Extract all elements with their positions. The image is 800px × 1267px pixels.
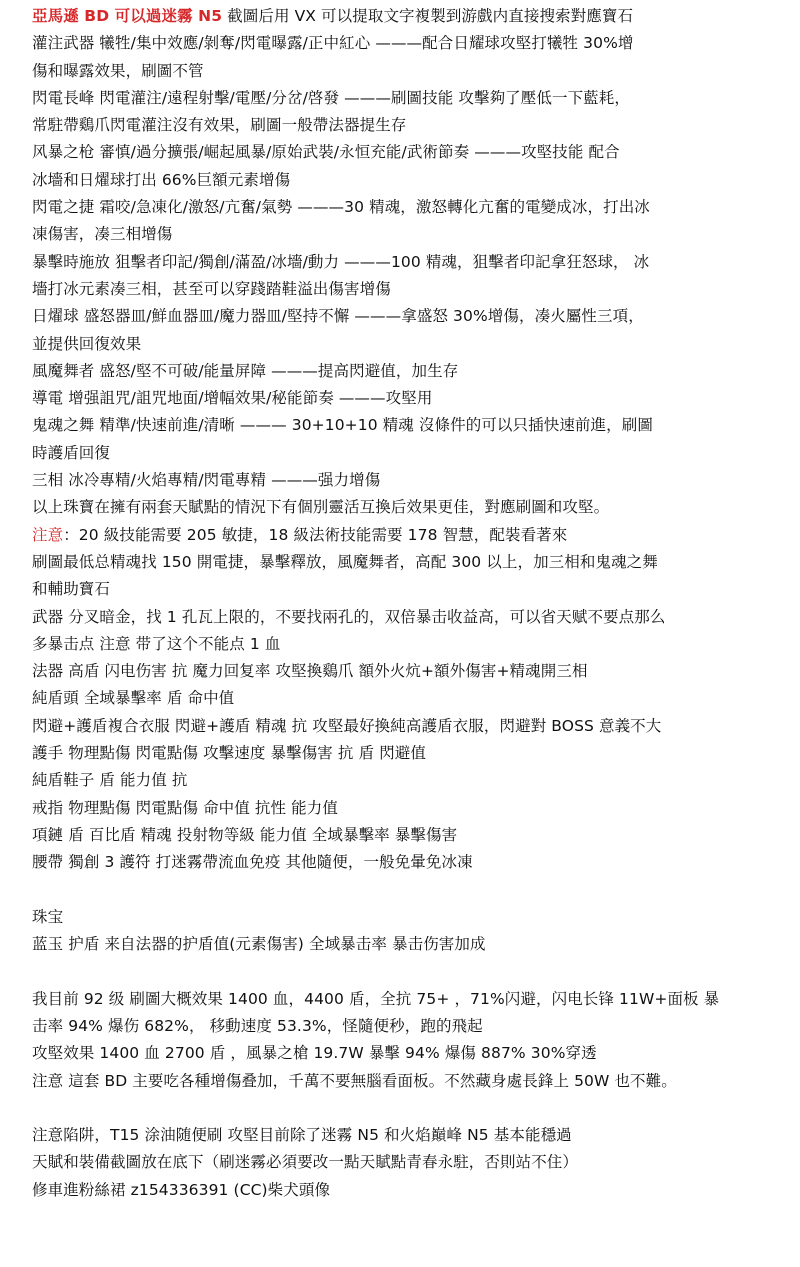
text-line: 法器 高盾 闪电伤害 抗 魔力回复率 攻堅換鷄爪 額外火炕+額外傷害+精魂開三相 [32,662,588,681]
text-line: 導電 增强詛咒/詛咒地面/增幅效果/秘能節奏 ———攻堅用 [32,389,433,408]
note-line [32,522,794,549]
text-line: 常駐帶鷄爪閃電灌注沒有效果，刷圖一般帶法器提生存 [32,116,407,135]
text-line: 修車進粉絲裙 z154336391 (CC)柴犬頭像 [32,1180,331,1199]
text-line: 閃電之捷 霜咬/急凍化/激怒/亢奮/氣勢 ———30 精魂，激怒轉化亢奮的電變成冰，打出冰 [32,198,650,217]
text-line: 腰帶 獨創 3 護符 打迷霧帶流血免疫 其他隨便，一般免暈免冰凍 [32,853,473,872]
text-line: 純盾頭 全域暴擊率 盾 命中值 [32,689,235,708]
text-line: 凍傷害，凑三相增傷 [32,225,173,244]
text-line: 日燿球 盛怒器皿/鮮血器皿/魔力器皿/堅持不懈 ———拿盛怒 30%增傷，凑火屬性三項， [32,307,644,326]
blank-line [32,1095,794,1122]
text-line: 注意陷阱，T15 涂油随便刷 攻堅目前除了迷霧 N5 和火焰巔峰 N5 基本能穩過 [32,1126,572,1145]
text-line: 蓝玉 护盾 来自法器的护盾值(元素傷害) 全域暴击率 暴击伤害加成 [32,935,486,954]
text-line: 並提供回復效果 [32,334,142,353]
text-line: 风暴之枪 審慎/過分擴張/崛起風暴/原始武裝/永恒充能/武術節奏 ———攻堅技能 配合 [32,143,620,162]
text-line: 傷和曝露效果，刷圖不管 [32,61,204,80]
text-line: 击率 94% 爆伤 682%， 移動速度 53.3%，怪隨便秒，跑的飛起 [32,1016,483,1035]
text-line: 風魔舞者 盛怒/堅不可破/能量屏障 ———提高閃避值，加生存 [32,361,459,380]
text-line: 和輔助寶石 [32,580,111,599]
text-line: 墻打冰元素凑三相，甚至可以穿踐踏鞋溢出傷害增傷 [32,279,391,298]
note-text: ：20 級技能需要 205 敏捷，18 級法術技能需要 178 智慧，配裝看著來 [63,525,568,544]
note-label: 注意 [32,525,64,544]
text-line: 以上珠寶在擁有兩套天賦點的情況下有個別靈活互換后效果更佳，對應刷圖和攻堅。 [32,498,610,517]
text-line: 項鏈 盾 百比盾 精魂 投射物等級 能力值 全域暴擊率 暴擊傷害 [32,825,458,844]
text-line: 閃電長峰 閃電灌注/遠程射擊/電壓/分岔/啓發 ———刷圖技能 攻擊夠了壓低一下藍耗， [32,88,630,107]
text-line: 我目前 92 级 刷圖大概效果 1400 血，4400 盾，全抗 75+ ，71%闪避，闪电长锋 11W+面板 暴 [32,989,720,1008]
text-line: 灌注武器 犧牲/集中效應/剝奪/閃電曝露/正中紅心 ———配合日耀球攻堅打犧牲 30%增 [32,34,634,53]
text-line: 閃避+護盾複合衣服 閃避+護盾 精魂 抗 攻堅最好換純高護盾衣服，閃避對 BOSS 意義不大 [32,716,662,735]
title-note: 截圖后用 VX 可以提取文字複製到游戲内直接搜索對應寶石 [222,7,634,25]
text-line: 天賦和裝備截圖放在底下（刷迷霧必須要改一點天賦點青春永駐，否則站不住） [32,1153,579,1172]
doc-title: 亞馬遜 BD 可以過迷霧 N5 [32,7,223,25]
text-line: 時護盾回復 [32,443,111,462]
title-line [32,3,794,30]
text-line: 攻堅效果 1400 血 2700 盾 ，風暴之槍 19.7W 暴擊 94% 爆傷 887% 30%穿透 [32,1044,597,1063]
text-line: 冰墻和日燿球打出 66%巨額元素增傷 [32,170,291,189]
text-line: 鬼魂之舞 精準/快速前進/清晰 ——— 30+10+10 精魂 沒條件的可以只插快速前進，刷圖 [32,416,653,435]
text-line: 純盾鞋子 盾 能力值 抗 [32,771,188,790]
text-line: 三相 冰冷專精/火焰專精/閃電專精 ———强力增傷 [32,471,381,490]
text-line: 注意 這套 BD 主要吃各種增傷叠加，千萬不要無腦看面板。不然藏身處長鋒上 50W 也不難。 [32,1071,677,1090]
blank-line [32,877,794,904]
text-line: 戒指 物理點傷 閃電點傷 命中值 抗性 能力值 [32,798,338,817]
text-line: 多暴击点 注意 带了这个不能点 1 血 [32,634,281,653]
text-line: 暴擊時施放 狙擊者印記/獨創/滿盈/冰墻/動力 ———100 精魂，狙擊者印記拿狂怒球， 冰 [32,252,650,271]
blank-line [32,958,794,985]
text-line: 護手 物理點傷 閃電點傷 攻擊速度 暴擊傷害 抗 盾 閃避值 [32,744,426,763]
text-line: 刷圖最低总精魂找 150 開電捷，暴擊釋放，風魔舞者，高配 300 以上，加三相和鬼魂之舞 [32,552,658,571]
section-heading: 珠宝 [32,907,64,926]
text-line: 武器 分叉暗金，找 1 孔瓦上限的，不要找兩孔的，双倍暴击收益高，可以省天赋不要点那么 [32,607,666,626]
